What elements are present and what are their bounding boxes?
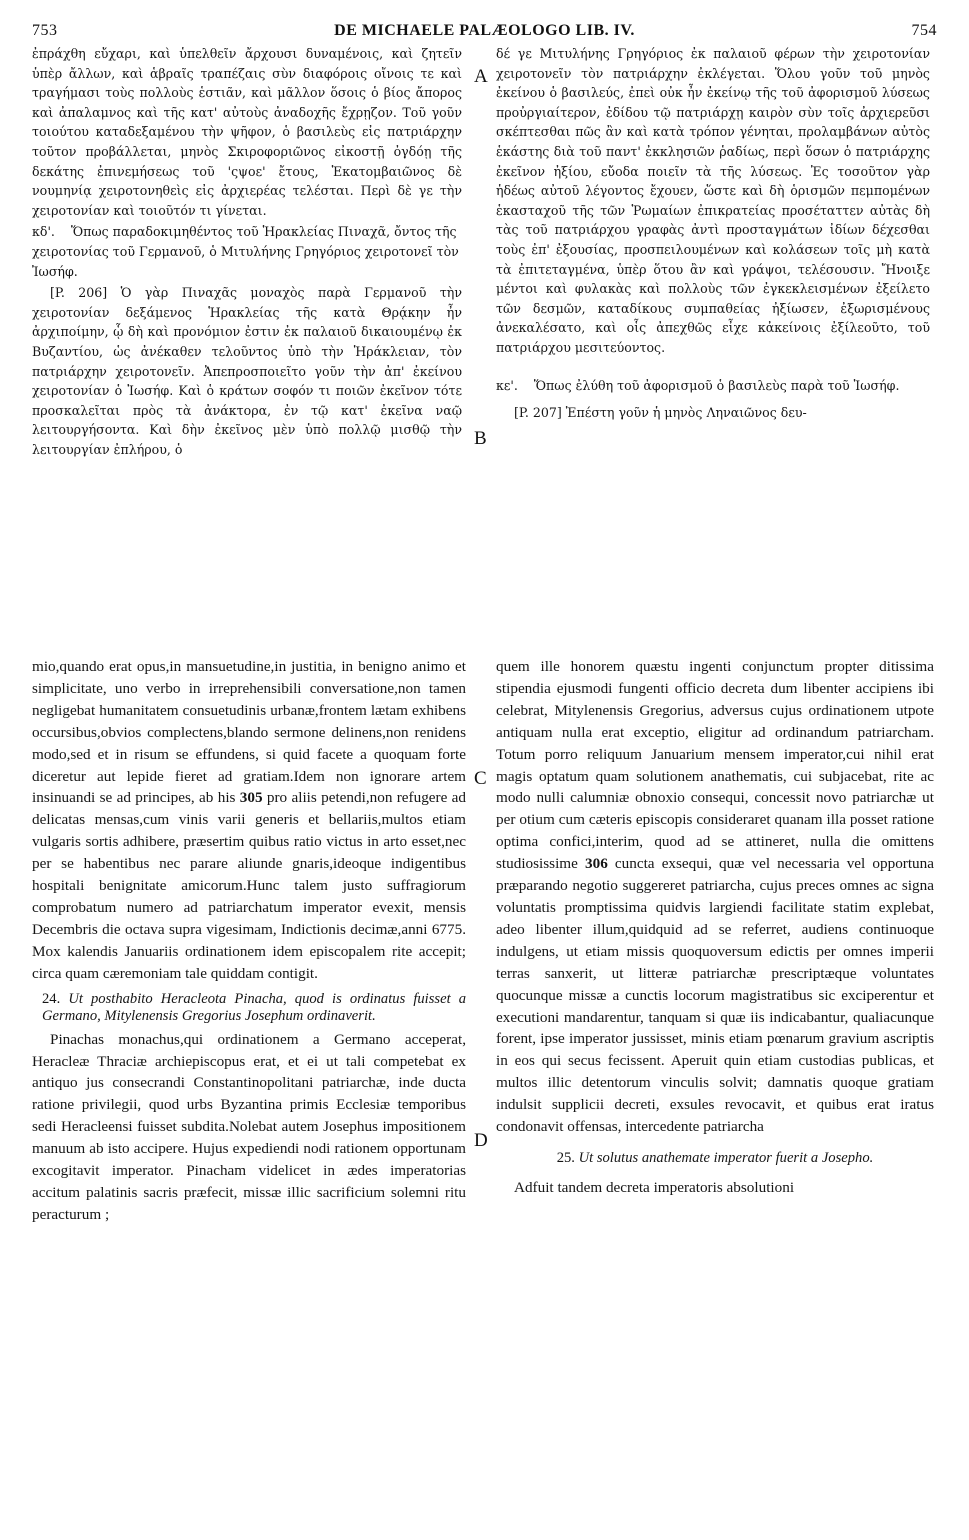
page-number-left: 753 [32, 22, 58, 39]
greek-column-left [32, 44, 462, 459]
latin-column-right [496, 656, 934, 1199]
section-title: Ὅπως ἐλύθη τοῦ ἀφορισμοῦ ὁ βασιλεὺς παρὰ τοῦ Ἰωσήφ. [533, 377, 900, 393]
latin-text: quem ille honorem quæstu ingenti conjunctum propter ditissima stipendia ejusmodi fungenti officio decreta dum libenter accipiens ibi celebrat, Mitylenensis Gregorius, adversus cujus ordinationem utpote antiquam nulla erat exceptio, eligitur ad ordinandum patriarcham. Totum porro reliquum Januarium mensem imperator,cui nihil erat magis optatum quam solutionem anathematis, cui subjacebat, rite ac modo nulli calumniæ obnoxio consequi, concessit novo patriarchæ ut per otium cum cæteris episcopis consideraret quanam illa posset ratione optima confici,interim, quod ad se attineret, nulla die omittens studiosissime [496, 658, 934, 873]
latin-text: mio,quando erat opus,in mansuetudine,in justitia, in benigno animo et simplicitate, uno verbo in irreprehensibili conversatione,non tamen negligebat humanitatem consuetudinis urbanæ,frontem lætam exhibens occursibus,obvios complectens,blando sermone delinens,non renidens modo,sed et in risum se effundens, si quid facete a quoquam forte diceretur aut lepide fieret ad gratiam.Idem non ignorare artem insinuandi se ad principes, ab his [32, 658, 466, 807]
margin-letter-c: C [474, 768, 487, 789]
section-heading-latin [496, 1150, 934, 1167]
latin-paragraph [496, 656, 934, 1138]
greek-column-right [496, 44, 930, 423]
running-header [32, 22, 937, 44]
section-number: κε'. [496, 377, 518, 393]
margin-letter-d: D [474, 1130, 488, 1151]
latin-text: cuncta exsequi, quæ vel necessaria vel opportuna præparando negotio suggereret patriarcha, cujus preces omnes ac signa voluntatis promptissima quidvis largiendi facilitate statim explebat, adeo libenter illum,quidquid ad se referret, audiens continuoque indulgens, ut etiam missis quoquoversum edictis per omnes imperii terras sanxerit, ut litteræ patriarchæ prescriptæque voluntates quocunque missæ a cunctis locorum magistratibus sic exciperentur et executioni mandarentur, tanquam si quæ iis indicabantur, qualiacunque forent, ipse imperator jussisset, minis etiam pœnarum gravium ascriptis in eos qui secus fecissent. Aperuit quin etiam custodias publicas, et multos illic detentorum vinculis solvit; damnatis quoque gratiam indulsit supplicii decreti, exsules revocavit, et quibus erat iratus condonavit offensas, intercedente patriarcha [496, 855, 934, 1136]
greek-paragraph: [P. 207] Ἐπέστη γοῦν ἡ μηνὸς Ληναιῶνος δευ- [514, 405, 807, 421]
greek-paragraph: [P. 206] Ὁ γὰρ Πιναχᾶς μοναχὸς παρὰ Γερμανοῦ τὴν χειροτονίαν δεξάμενος Ἡρακλείας τῆς κατὰ Θρᾴκην ἦν ἀρχιποίμην, ᾧ δὴ καὶ προνόμιον ἐστιν ἐκ παλαιοῦ δικαιουμένῳ ἐκ Βυζαντίου, ὡς ἀνέκαθεν τελοῦντος ὑπὸ τὴν Ἡράκλειαν, τὸν πατριάρχην χειροτονεῖν. Ἀπεπροσποιεῖτο γοῦν τὴν ἀπ' ἐκείνου χειροτονίαν ὁ Ἰωσήφ. Καὶ ὁ κράτων σοφόν τι ποιῶν ἐκεῖνον τότε προσκαλεῖται πρὸς τὰ ἀνάκτορα, ἐν τῷ κατ' ἐκεῖνα ναῷ λειτουργήσοντα. Καὶ δὴν ἐκεῖνος μὲν ὑπὸ πολλῷ μισθῷ τὴν λειτουργίαν ἐπλήρου, ὁ [32, 285, 462, 457]
page-reference: 306 [585, 855, 608, 873]
latin-paragraph: Pinachas monachus,qui ordinationem a Germano acceperat, Heracleæ Thraciæ archiepiscopus erat, et ei ut tali competebat ex antiquo jus consecrandi Constantinopolitani patriarchæ, inde ducta ratione privilegii, quod urbs Byzantina primis Ecclesiæ temporibus sedi Heracleensi fuisset subdita.Nolebat autem Josephus impositionem manuum ab isto accipere. Hujus expediendi nodi rationem opportunam excogitavit imperator. Pinacham videlicet in ædes imperatorias accitum palatinis sacris præfecit, missæ illic sacrificium solemni ritu peracturum ; [32, 1030, 466, 1223]
page-reference: 305 [239, 789, 263, 807]
greek-paragraph: δέ γε Μιτυλήνης Γρηγόριος ἐκ παλαιοῦ φέρων τὴν χειροτονίαν χειροτονεῖν τὸν πατριάρχην ἐκλέγεται. Ὅλου γοῦν τοῦ μηνὸς ἐκείνου ὁ βασιλεύς, ἐπεὶ οὐκ ἦν ἐκείνῳ τῆς τοῦ ἀφορισμοῦ λύσεως προὐργιαίτερον, ἐδίδου τῷ πατριάρχῃ καιρὸν σὺν τοῖς ἀρχιερεῦσι σκέπτεσθαι πῶς ἂν καὶ κατὰ τρόπον γένηται, προλαμβάνων αὐτὸς ἑκάστης διὰ τοῦ παντ' ἐκκλησιῶν ῥαδίως, περὶ ὅσων ὁ πατριάρχης ἐκεῖνον ἠξίου, εὔοδα ποιεῖν τὰ τῆς λύσεως. Ἐς τοσοῦτον γὰρ ἡδέως αὐτοῦ λέγοντος ἔχουεν, ὥστε καὶ δὴ ὁρισμῶν πεμπομένων ἑκασταχοῦ τῆς τῶν Ῥωμαίων ἐπικρατείας προσέταττεν αὐτὰς δὴ τὰς τοῦ πατριάρχου γραφὰς ἀντὶ προσταγμάτων ἰδίων δέχεσθαι τοὺς ἐπ' ἐξουσίας, προσπειλουμένων καὶ κολάσεων τοῖς μὴ κατὰ τὰ ἐπιτεταγμένα, ὑπὲρ ὅτου ἂν καὶ γράψοι, τελέσουσιν. Ἤνοιξε μέντοι καὶ φυλακὰς καὶ πολλοὺς τῶν ἐγκεκλεισμένων ἐξείλετο τῶν δεσμῶν, καταδίκους συμπαθείας ἠξίωσεν, ἐξωρισμένους ἀνεκαλέσατο, καὶ οἷς ἀπεχθῶς εἶχε κἀκείνοις ἐξίλεοῦτο, τοῦ πατριάρχου μεσιτεύοντος. [496, 46, 930, 355]
running-title: DE MICHAELE PALÆOLOGO LIB. IV. [334, 22, 635, 39]
latin-column-left [32, 656, 466, 1226]
page-number-right: 754 [911, 22, 937, 39]
margin-letter-b: B [474, 428, 487, 449]
section-number: κδ'. [32, 224, 55, 240]
section-number: 25. [556, 1149, 575, 1166]
section-number: 24. [42, 990, 61, 1007]
latin-paragraph [32, 656, 466, 985]
latin-paragraph: Adfuit tandem decreta imperatoris absolutioni [514, 1178, 795, 1196]
section-heading-greek [32, 222, 462, 281]
section-title: Ut posthabito Heracleota Pinacha, quod is ordinatus fuisset a Germano, Mitylenensis Gregorius Josephum ordinaverit. [42, 990, 466, 1024]
margin-letter-a: A [474, 66, 488, 87]
section-heading-latin [32, 991, 466, 1025]
section-title: Ut solutus anathemate imperator fuerit a Josepho. [578, 1149, 874, 1166]
greek-paragraph: ἐπράχθη εὔχαρι, καὶ ὑπελθεῖν ἄρχουσι δυναμένοις, καὶ ζητεῖν ὑπὲρ ἄλλων, καὶ ἁβραῖς τραπέζαις σὺν διαφόροις οἴνοις τε καὶ τραγήμασι τοὺς πολλοὺς ἑστιᾶν, καὶ μᾶλλον ὅσοις ὁ βίος ἄπορος καὶ ἀπαλαμνος καὶ τῆς κατ' αὐτοὺς ἀναδοχῆς ἔχρῃζον. Τοῦ γοῦν τοιούτου καταδεξαμένου τὴν ψῆφον, ὁ βασιλεὺς εἰς πατριάρχην τοῦτον προβάλλεται, μηνὸς Σκιροφοριῶνος εἰκοστῇ ὀγδόῃ τῆς δεκάτης ἐπινεμήσεως τοῦ 'ςψοε' ἔτους, Ἑκατομβαιῶνος δὲ νουμηνίᾳ χειροτονηθεὶς εἰς ἀρχιερέας τελέσται. Περὶ δὲ γε τὴν χειροτονίαν καὶ τοιοῦτόν τι γίνεται. [32, 46, 462, 218]
section-heading-greek [496, 376, 930, 396]
latin-text: pro aliis petendi,non refugere ad delicatas mensas,cum vinis varii generis et bellariis,multos etiam vulgaris sortis adhibere, præsertim quibus ratio victus in arto esset,nec per se habentibus nec parare aliunde gnaris,ideoque indigentibus hospitali benignitate amicorum.Hunc talem justo suffragiorum comprobatum numero ad patriarchatum imperator evexit, mensis Decembris die octava supra vigesimam, Indictionis decimæ,anni 6775. Mox kalendis Januariis ordinationem idem episcopalem rite accepit; circa quam cæremoniam tale quiddam contigit. [32, 789, 466, 982]
section-title: Ὅπως παραδοκιμηθέντος τοῦ Ἡρακλείας Πιναχᾶ, ὄντος τῆς χειροτονίας τοῦ Γερμανοῦ, ὁ Μιτυλήνης Γρηγόριος χειροτονεῖ τὸν Ἰωσήφ. [32, 224, 459, 279]
